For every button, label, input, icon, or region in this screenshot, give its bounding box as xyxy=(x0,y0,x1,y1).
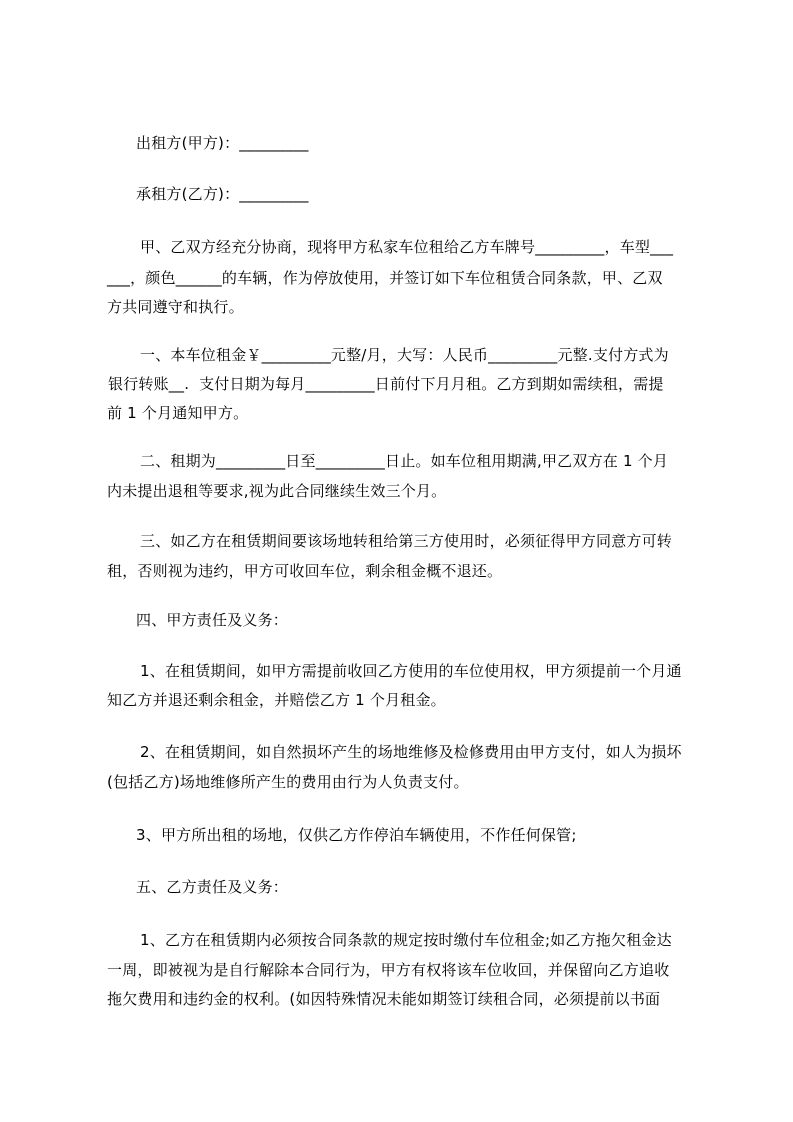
preamble-line-1: 甲、乙双方经充分协商，现将甲方私家车位租给乙方车牌号_________，车型___ xyxy=(140,238,674,256)
clause-5-1-line-1: 1、乙方在租赁期内必须按合同条款的规定按时缴付车位租金;如乙方拖欠租金达 xyxy=(140,931,672,949)
clause-1-line-3: 前 1 个月通知甲方。 xyxy=(107,404,249,422)
clause-5-heading: 五、乙方责任及义务： xyxy=(136,878,289,896)
clause-1-line-1: 一、本车位租金￥_________元整/月，大写：人民币_________元整.支付方式为 xyxy=(140,346,669,364)
clause-4-heading: 四、甲方责任及义务： xyxy=(136,611,289,629)
clause-2-line-1: 二、租期为_________日至_________日止。如车位租用期满,甲乙双方在 1 个月 xyxy=(140,452,669,470)
lessor-line: 出租方(甲方)：_________ xyxy=(136,134,309,152)
preamble-line-2: ___，颜色______的车辆，作为停放使用，并签订如下车位租赁合同条款，甲、乙双 xyxy=(107,269,663,287)
preamble-line-3: 方共同遵守和执行。 xyxy=(107,298,244,316)
clause-3-line-2: 租，否则视为违约，甲方可收回车位，剩余租金概不退还。 xyxy=(107,562,503,580)
clause-2-line-2: 内未提出退租等要求,视为此合同继续生效三个月。 xyxy=(107,482,447,500)
clause-1-line-2: 银行转账__. 支付日期为每月_________日前付下月月租。乙方到期如需续租，需提 xyxy=(108,375,664,393)
clause-4-2-line-2: (包括乙方)场地维修所产生的费用由行为人负责支付。 xyxy=(107,773,469,791)
clause-5-1-line-2: 一周，即被视为是自行解除本合同行为，甲方有权将该车位收回，并保留向乙方追收 xyxy=(107,961,670,979)
clause-5-1-line-3: 拖欠费用和违约金的权利。(如因特殊情况未能如期签订续租合同，必须提前以书面 xyxy=(107,990,661,1008)
clause-4-3-line: 3、甲方所出租的场地，仅供乙方作停泊车辆使用，不作任何保管; xyxy=(136,826,577,844)
clause-4-1-line-2: 知乙方并退还剩余租金，并赔偿乙方 1 个月租金。 xyxy=(107,691,446,709)
clause-3-line-1: 三、如乙方在租赁期间要该场地转租给第三方使用时，必须征得甲方同意方可转 xyxy=(140,532,673,550)
lessee-line: 承租方(乙方)：_________ xyxy=(136,185,309,203)
clause-4-2-line-1: 2、在租赁期间，如自然损坏产生的场地维修及检修费用由甲方支付，如人为损坏 xyxy=(140,743,682,761)
clause-4-1-line-1: 1、在租赁期间，如甲方需提前收回乙方使用的车位使用权，甲方须提前一个月通 xyxy=(140,662,682,680)
